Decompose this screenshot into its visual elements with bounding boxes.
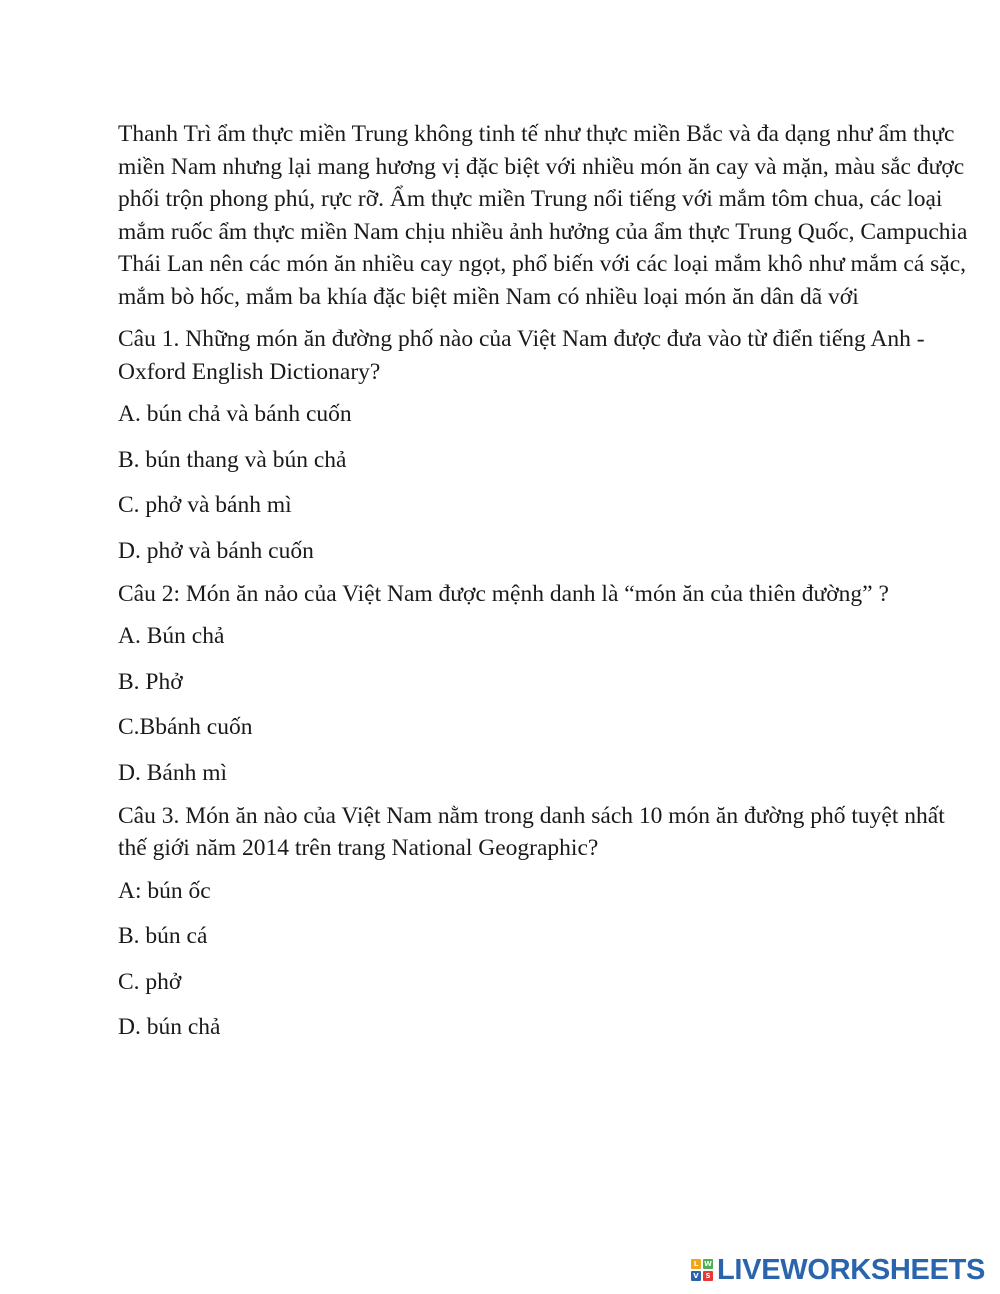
question-3-option-d: D. bún chả bbox=[118, 1014, 221, 1040]
question-2-option-b: B. Phở bbox=[118, 668, 183, 695]
question-3-option-c: C. phở bbox=[118, 968, 182, 995]
logo-mark-cell: S bbox=[703, 1271, 713, 1281]
question-2-option-a: A. Bún chả bbox=[118, 623, 225, 649]
logo-mark-cell: V bbox=[691, 1271, 701, 1281]
question-block-1 bbox=[118, 323, 968, 578]
logo-mark-cell: W bbox=[704, 1260, 712, 1268]
worksheet-content bbox=[118, 118, 968, 1057]
question-block-2 bbox=[118, 578, 968, 800]
logo-mark-icon bbox=[691, 1259, 713, 1281]
question-2-option-d: D. Bánh mì bbox=[118, 759, 228, 786]
logo-mark-cell: L bbox=[691, 1259, 701, 1269]
question-3-text: Câu 3. Món ăn nào của Việt Nam nằm trong danh sách 10 món ăn đường phố tuyệt nhất thế giới năm 2014 trên trang National Geographic? bbox=[118, 802, 945, 861]
logo-text: LIVEWORKSHEETS bbox=[717, 1253, 986, 1286]
question-3-option-b: B. bún cá bbox=[118, 923, 208, 949]
liveworksheets-logo bbox=[691, 1253, 985, 1287]
intro-paragraph: Thanh Trì ẩm thực miền Trung không tinh tế như thực miền Bắc và đa dạng như ẩm thực miền Nam nhưng lại mang hương vị đặc biệt với nhiều món ăn cay và mặn, màu sắc được phối trộn phong phú, rực rỡ. Ẩm thực miền Trung nổi tiếng với mắm tôm chua, các loại mắm ruốc ẩm thực miền Nam chịu nhiều ảnh hưởng của ẩm thực Trung Quốc, Campuchia Thái Lan nên các món ăn nhiều cay ngọt, phổ biến với các loại mắm khô như mắm cá sặc, mắm bò hốc, mắm ba khía đặc biệt miền Nam có nhiều loại món ăn dân dã với bbox=[118, 121, 968, 310]
question-1-option-d: D. phở và bánh cuốn bbox=[118, 537, 314, 564]
question-1-option-c: C. phở và bánh mì bbox=[118, 492, 292, 518]
question-2-option-c: C.Bbánh cuốn bbox=[118, 714, 253, 740]
question-1-text: Câu 1. Những món ăn đường phố nào của Việt Nam được đưa vào từ điển tiếng Anh - Oxford English Dictionary? bbox=[118, 326, 925, 385]
question-block-3 bbox=[118, 800, 968, 1057]
question-1-option-b: B. bún thang và bún chả bbox=[118, 446, 347, 473]
question-3-option-a: A: bún ốc bbox=[118, 877, 211, 904]
question-2-text: Câu 2: Món ăn nảo của Việt Nam được mệnh danh là “món ăn của thiên đường” ? bbox=[118, 580, 889, 607]
question-1-option-a: A. bún chả và bánh cuốn bbox=[118, 401, 352, 427]
